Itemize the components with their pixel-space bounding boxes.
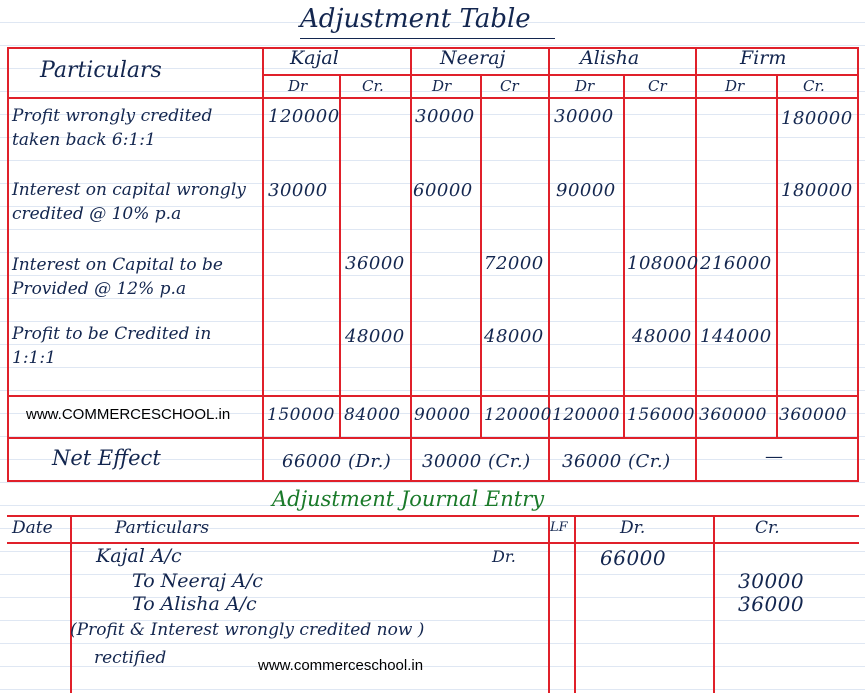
journal-debit-account: Kajal A/c — [96, 545, 182, 567]
row-particular: Interest on capital wrongly credited @ 10% p.a — [12, 180, 246, 224]
cell-value: 120000 — [268, 106, 340, 127]
row-particular: Profit to be Credited in 1:1:1 — [12, 324, 212, 368]
journal-header-line — [7, 542, 859, 544]
total-value: 90000 — [414, 405, 471, 425]
journal-col-divider — [574, 515, 576, 693]
total-value: 84000 — [344, 405, 401, 425]
partner-header-neeraj: Neeraj — [440, 47, 506, 69]
journal-header-date: Date — [12, 518, 53, 538]
journal-dr-amount: 66000 — [600, 546, 667, 570]
total-value: 156000 — [627, 405, 695, 425]
net-effect-firm: — — [765, 446, 784, 467]
page-title: Adjustment Table — [300, 4, 531, 34]
net-effect-neeraj: 30000 (Cr.) — [422, 451, 531, 472]
total-value: 360000 — [779, 405, 847, 425]
journal-dr-marker: Dr. — [492, 547, 516, 566]
journal-header-cr: Cr. — [755, 518, 780, 538]
journal-col-divider — [548, 515, 550, 693]
cr-subheader: Cr. — [803, 77, 825, 95]
dr-subheader: Dr — [725, 77, 745, 95]
journal-col-divider — [713, 515, 715, 693]
table-top-line — [7, 47, 859, 49]
watermark: www.COMMERCESCHOOL.in — [26, 406, 231, 423]
cell-value: 48000 — [632, 326, 692, 347]
cell-value: 180000 — [781, 108, 853, 129]
dr-subheader: Dr — [288, 77, 308, 95]
cell-value: 144000 — [700, 326, 772, 347]
journal-narration: (Profit & Interest wrongly credited now ) — [70, 620, 425, 640]
subcol-divider — [776, 74, 778, 437]
subcol-divider — [623, 74, 625, 437]
dr-subheader: Dr — [575, 77, 595, 95]
subcol-divider — [480, 74, 482, 437]
dr-subheader: Dr — [432, 77, 452, 95]
journal-cr-amount: 30000 — [738, 569, 805, 593]
net-effect-alisha: 36000 (Cr.) — [562, 451, 671, 472]
watermark: www.commerceschool.in — [258, 657, 424, 674]
cr-subheader: Cr — [500, 77, 519, 95]
journal-narration: rectified — [94, 648, 167, 668]
totals-bottom-line — [7, 437, 859, 439]
journal-col-divider — [70, 515, 72, 693]
journal-top-line — [7, 515, 859, 517]
table-left-border — [7, 47, 9, 480]
net-effect-label: Net Effect — [52, 446, 161, 470]
subcol-divider — [339, 74, 341, 437]
cell-value: 60000 — [413, 180, 473, 201]
partner-header-divider — [262, 74, 859, 76]
total-value: 150000 — [267, 405, 335, 425]
col-divider — [410, 47, 412, 480]
partner-header-kajal: Kajal — [290, 47, 339, 69]
total-value: 120000 — [484, 405, 552, 425]
cell-value: 30000 — [554, 106, 614, 127]
partner-header-firm: Firm — [740, 47, 787, 69]
cell-value: 108000 — [627, 253, 699, 274]
title-underline — [300, 38, 555, 39]
cr-subheader: Cr. — [362, 77, 384, 95]
net-effect-kajal: 66000 (Dr.) — [282, 451, 392, 472]
cell-value: 72000 — [484, 253, 544, 274]
journal-cr-amount: 36000 — [738, 592, 805, 616]
journal-header-lf: LF — [550, 520, 568, 535]
cell-value: 180000 — [781, 180, 853, 201]
cell-value: 30000 — [268, 180, 328, 201]
cr-subheader: Cr — [648, 77, 667, 95]
table-bottom-line — [7, 480, 859, 482]
table-right-border — [857, 47, 859, 480]
total-value: 120000 — [552, 405, 620, 425]
totals-top-line — [7, 395, 859, 397]
cell-value: 30000 — [415, 106, 475, 127]
cell-value: 216000 — [700, 253, 772, 274]
total-value: 360000 — [699, 405, 767, 425]
header-bottom-line — [7, 97, 859, 99]
partner-header-alisha: Alisha — [580, 47, 640, 69]
cell-value: 48000 — [345, 326, 405, 347]
row-particular: Interest on Capital to be Provided @ 12% p.a — [12, 255, 223, 299]
col-divider — [262, 47, 264, 480]
row-particular: Profit wrongly credited taken back 6:1:1 — [12, 106, 213, 150]
journal-title: Adjustment Journal Entry — [272, 487, 545, 511]
cell-value: 48000 — [484, 326, 544, 347]
particulars-header: Particulars — [40, 58, 162, 83]
journal-credit-line: To Neeraj A/c — [132, 570, 263, 592]
journal-header-dr: Dr. — [620, 518, 646, 538]
cell-value: 90000 — [556, 180, 616, 201]
journal-header-particulars: Particulars — [115, 518, 210, 538]
journal-credit-line: To Alisha A/c — [132, 593, 257, 615]
cell-value: 36000 — [345, 253, 405, 274]
